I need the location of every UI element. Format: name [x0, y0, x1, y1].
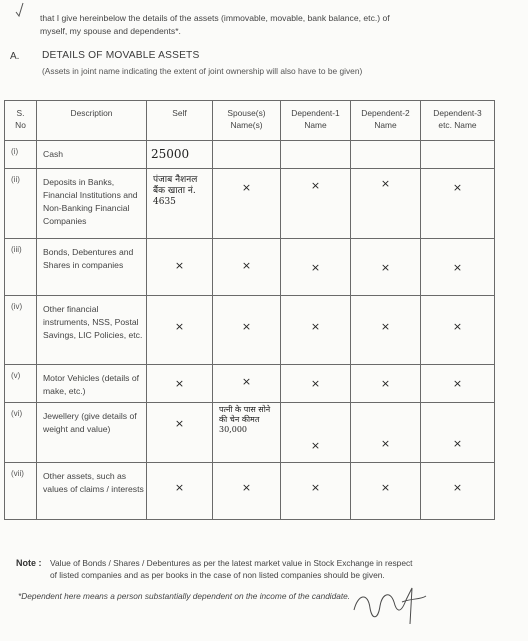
cell-dependent-2 — [351, 403, 421, 463]
cell-dependent-1 — [281, 463, 351, 520]
cross-mark: × — [241, 181, 252, 194]
cell-dependent-2 — [351, 169, 421, 239]
table-row — [5, 463, 495, 520]
row-sno: (i) — [5, 141, 37, 169]
dependent-footnote: *Dependent here means a person substantially dependent on the income of the candidate. — [18, 591, 351, 601]
cross-mark: × — [452, 261, 463, 274]
intro-line-2: myself, my spouse and dependents*. — [40, 26, 181, 36]
cross-mark: × — [452, 481, 463, 494]
row-sno: (v) — [5, 365, 37, 403]
row-description: Motor Vehicles (details of make, etc.) — [37, 365, 147, 403]
cell-dependent-2 — [351, 296, 421, 365]
header-spouse: Spouse(s) Name(s) — [213, 101, 281, 141]
row-description: Jewellery (give details of weight and value) — [37, 403, 147, 463]
cell-dependent-3 — [421, 141, 495, 169]
header-dependent-3: Dependent-3 etc. Name — [421, 101, 495, 141]
header-description: Description — [37, 101, 147, 141]
cell-dependent-3 — [421, 169, 495, 239]
section-subtitle: (Assets in joint name indicating the extent of joint ownership will also have to be given) — [42, 66, 363, 76]
section-title: DETAILS OF MOVABLE ASSETS — [42, 50, 200, 61]
cross-mark: × — [310, 481, 321, 494]
table-row — [5, 365, 495, 403]
cross-mark: × — [310, 179, 321, 192]
note-line-2: of listed companies and as per books in the case of non listed companies should be given. — [50, 569, 385, 580]
row-description: Other financial instruments, NSS, Postal Savings, LIC Policies, etc. — [37, 296, 147, 365]
cell-self — [147, 403, 213, 463]
cross-mark: × — [310, 377, 321, 390]
header-sno: S. No — [5, 101, 37, 141]
cross-mark: × — [174, 481, 185, 494]
table-row — [5, 239, 495, 296]
cell-self — [147, 141, 213, 169]
cell-dependent-2 — [351, 239, 421, 296]
cell-dependent-1 — [281, 141, 351, 169]
table-row — [5, 296, 495, 365]
cell-spouse — [213, 239, 281, 296]
candidate-signature — [350, 580, 430, 630]
cell-dependent-1 — [281, 365, 351, 403]
handwritten-bank-account: पंजाब नैशनल बैंक खाता नं. 4635 — [153, 175, 198, 207]
row-sno: (ii) — [5, 169, 37, 239]
header-dependent-2: Dependent-2 Name — [351, 101, 421, 141]
cell-dependent-1 — [281, 239, 351, 296]
cell-dependent-3 — [421, 239, 495, 296]
cell-dependent-3 — [421, 463, 495, 520]
header-self: Self — [147, 101, 213, 141]
table-row — [5, 169, 495, 239]
row-description: Bonds, Debentures and Shares in companies — [37, 239, 147, 296]
header-dependent-1: Dependent-1 Name — [281, 101, 351, 141]
note-line-1: Value of Bonds / Shares / Debentures as per the latest market value in Stock Exchange in respect — [50, 558, 413, 568]
cross-mark: × — [452, 181, 463, 194]
cell-spouse — [213, 141, 281, 169]
cross-mark: × — [241, 320, 252, 333]
cell-spouse — [213, 365, 281, 403]
cell-self — [147, 239, 213, 296]
intro-paragraph — [40, 12, 510, 38]
cell-spouse — [213, 463, 281, 520]
cell-dependent-1 — [281, 403, 351, 463]
cross-mark: × — [380, 261, 391, 274]
cell-self — [147, 463, 213, 520]
cross-mark: × — [380, 320, 391, 333]
cross-mark: × — [310, 320, 321, 333]
cross-mark: × — [380, 177, 391, 190]
row-sno: (iv) — [5, 296, 37, 365]
cell-dependent-1 — [281, 169, 351, 239]
cell-self — [147, 169, 213, 239]
cross-mark: × — [241, 375, 252, 388]
row-description: Deposits in Banks, Financial Institutions and Non-Banking Financial Companies — [37, 169, 147, 239]
cell-dependent-3 — [421, 296, 495, 365]
handwritten-jewellery-details: पत्नी के पास सोने की चेन कीमत 30,000 — [219, 405, 271, 434]
note-text — [50, 558, 510, 581]
intro-line-1: that I give hereinbelow the details of the assets (immovable, movable, bank balance, etc.) of — [40, 13, 390, 23]
cross-mark: × — [174, 259, 185, 272]
cross-mark: × — [452, 437, 463, 450]
pen-tick-mark — [14, 2, 24, 18]
table-row — [5, 403, 495, 463]
section-letter: A. — [10, 51, 20, 62]
row-sno: (vi) — [5, 403, 37, 463]
cross-mark: × — [174, 417, 185, 430]
cell-dependent-2 — [351, 141, 421, 169]
cross-mark: × — [380, 437, 391, 450]
cross-mark: × — [380, 481, 391, 494]
cross-mark: × — [452, 377, 463, 390]
cross-mark: × — [174, 320, 185, 333]
row-description: Cash — [37, 141, 147, 169]
cell-spouse — [213, 403, 281, 463]
cell-dependent-1 — [281, 296, 351, 365]
cell-spouse — [213, 296, 281, 365]
note-label: Note : — [16, 558, 42, 568]
cell-dependent-2 — [351, 463, 421, 520]
table-header-row — [5, 101, 495, 141]
cross-mark: × — [310, 261, 321, 274]
handwritten-cash-amount: 25000 — [151, 147, 190, 161]
movable-assets-table — [4, 100, 495, 520]
row-sno: (vii) — [5, 463, 37, 520]
row-sno: (iii) — [5, 239, 37, 296]
cross-mark: × — [452, 320, 463, 333]
cross-mark: × — [310, 439, 321, 452]
row-description: Other assets, such as values of claims / interests — [37, 463, 147, 520]
cell-dependent-3 — [421, 365, 495, 403]
cell-dependent-2 — [351, 365, 421, 403]
cell-self — [147, 296, 213, 365]
cross-mark: × — [241, 481, 252, 494]
cell-dependent-3 — [421, 403, 495, 463]
cell-spouse — [213, 169, 281, 239]
cell-self — [147, 365, 213, 403]
cross-mark: × — [174, 377, 185, 390]
cross-mark: × — [380, 377, 391, 390]
cross-mark: × — [241, 259, 252, 272]
table-row — [5, 141, 495, 169]
